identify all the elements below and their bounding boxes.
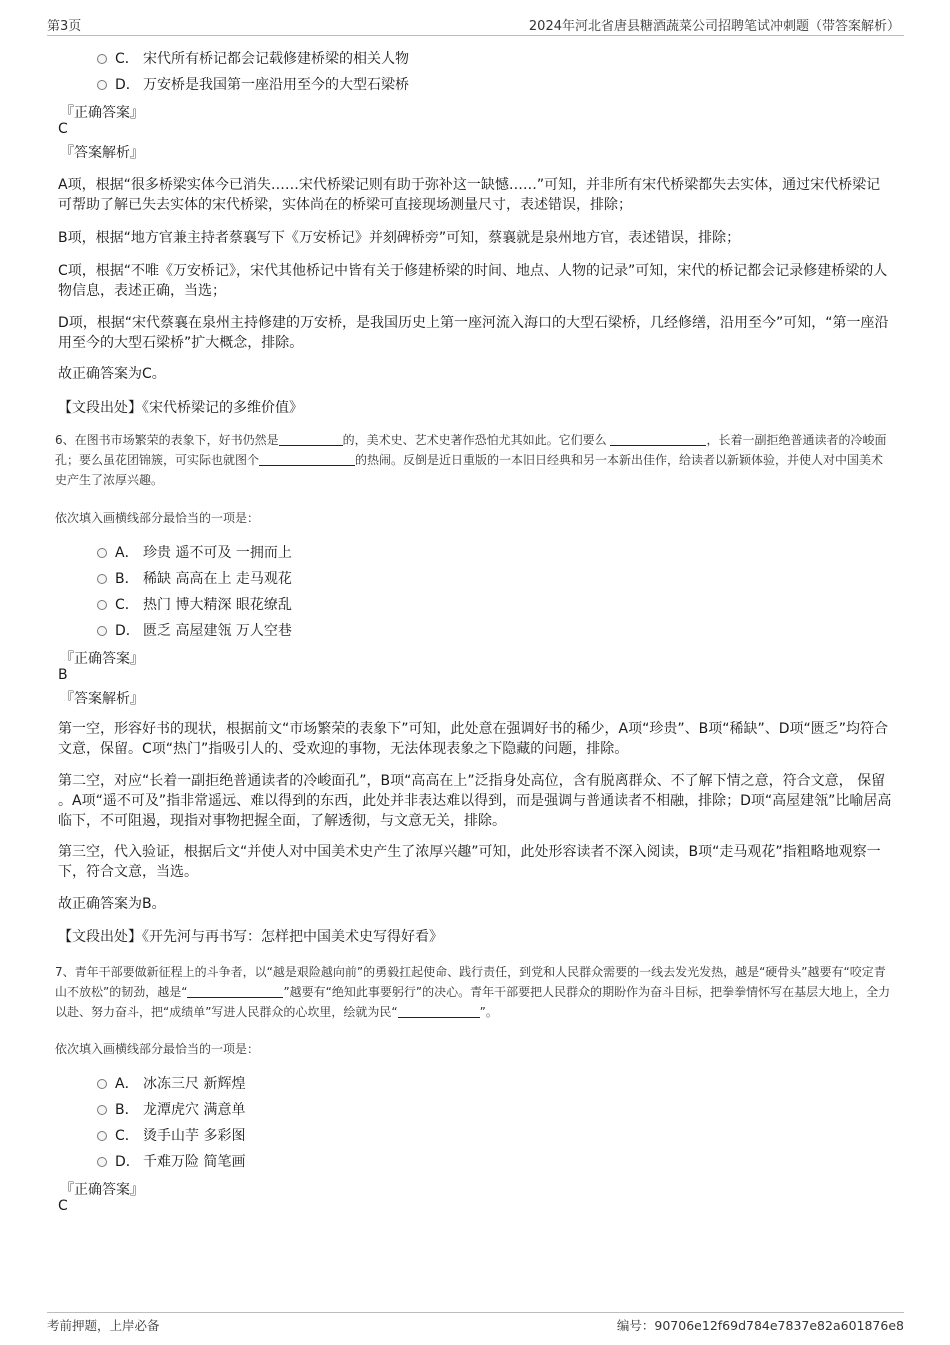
radio-icon[interactable] bbox=[97, 1131, 107, 1141]
q7-answer-label: 『正确答案』 bbox=[60, 1182, 144, 1198]
q6-conclusion: 故正确答案为B。 bbox=[58, 896, 166, 912]
q5-analysis-a: A项，根据“很多桥梁实体今已消失……宋代桥梁记则有助于弥补这一缺憾……”可知，并非所有宋代桥梁都失去实体，通过宋代桥梁记可帮助了解已失去实体的宋代桥梁，实体尚在的桥梁可直接现场测量尺寸，表述错误，排除； bbox=[58, 177, 881, 213]
page-footer bbox=[47, 1312, 904, 1334]
q6-option-d[interactable]: D． 匮乏 高屋建瓴 万人空巷 bbox=[97, 620, 292, 640]
page-number: 第3页 bbox=[47, 19, 82, 34]
q7-option-a[interactable]: A． 冰冻三尺 新辉煌 bbox=[97, 1073, 245, 1093]
blank-line bbox=[259, 454, 355, 466]
radio-icon[interactable] bbox=[97, 54, 107, 64]
radio-icon[interactable] bbox=[97, 1105, 107, 1115]
q5-conclusion: 故正确答案为C。 bbox=[58, 366, 166, 382]
blank-line bbox=[279, 434, 343, 446]
radio-icon[interactable] bbox=[97, 600, 107, 610]
q6-analysis-2: 第二空，对应“长着一副拒绝普通读者的冷峻面孔”，B项“高高在上”泛指身处高位，含有脱离群众、不了解下情之意，符合文意， 保留 。A项“遥不可及”指非常遥远、难以得到的东西，此处并非表达难以得到，而是强调与普通读者不相融，排除；D项“高屋建瓴”比喻居高临下，不可阻遏，现指对事物把握全面，了解透彻，与文意无关，排除。 bbox=[58, 773, 892, 829]
blank-line bbox=[187, 986, 283, 998]
q7-answer: C bbox=[58, 1198, 68, 1214]
q5-analysis-label: 『答案解析』 bbox=[60, 145, 144, 161]
radio-icon[interactable] bbox=[97, 548, 107, 558]
q7-option-b[interactable]: B． 龙潭虎穴 满意单 bbox=[97, 1099, 245, 1119]
q6-option-c[interactable]: C． 热门 博大精深 眼花缭乱 bbox=[97, 594, 292, 614]
q6-analysis-label: 『答案解析』 bbox=[60, 691, 144, 707]
footer-slogan: 考前押题，上岸必备 bbox=[47, 1318, 160, 1333]
q6-stem: 6、在图书市场繁荣的表象下，好书仍然是 的，美术史、艺术史著作恐怕尤其如此。它们要么 ，长着一副拒绝普通读者的冷峻面孔；要么虽花团锦簇，可实际也就图个 的热闹。反倒是近日重版的一本旧日经典和另一本新出佳作，给读者以新颖体验，并使人对中国美术史产生了浓厚兴趣。 bbox=[55, 433, 887, 487]
blank-line bbox=[398, 1006, 480, 1018]
q5-answer-label: 『正确答案』 bbox=[60, 105, 144, 121]
blank-line bbox=[610, 434, 706, 446]
q6-analysis-1: 第一空，形容好书的现状，根据前文“市场繁荣的表象下”可知，此处意在强调好书的稀少，A项“珍贵”、B项“稀缺”、D项“匮乏”均符合文意，保留。C项“热门”指吸引人的、受欢迎的事物，无法体现表象之下隐藏的问题，排除。 bbox=[58, 721, 888, 757]
document-title: 2024年河北省唐县糖酒蔬菜公司招聘笔试冲刺题（带答案解析） bbox=[528, 19, 900, 34]
q7-option-c[interactable]: C． 烫手山芋 多彩图 bbox=[97, 1125, 245, 1145]
radio-icon[interactable] bbox=[97, 1157, 107, 1167]
q5-analysis-c: C项，根据“不唯《万安桥记》，宋代其他桥记中皆有关于修建桥梁的时间、地点、人物的记录”可知，宋代的桥记都会记录修建桥梁的人物信息，表述正确，当选； bbox=[58, 263, 888, 299]
q6-source: 【文段出处】《开先河与再书写：怎样把中国美术史写得好看》 bbox=[58, 929, 443, 945]
radio-icon[interactable] bbox=[97, 80, 107, 90]
q5-analysis-b: B项，根据“地方官兼主持者蔡襄写下《万安桥记》并刻碑桥旁”可知，蔡襄就是泉州地方官，表述错误，排除； bbox=[58, 230, 741, 246]
q6-answer-label: 『正确答案』 bbox=[60, 651, 144, 667]
q6-option-a[interactable]: A． 珍贵 遥不可及 一拥而上 bbox=[97, 542, 292, 562]
radio-icon[interactable] bbox=[97, 574, 107, 584]
q6-option-b[interactable]: B． 稀缺 高高在上 走马观花 bbox=[97, 568, 292, 588]
q5-option-c[interactable]: C． 宋代所有桥记都会记载修建桥梁的相关人物 bbox=[97, 48, 409, 68]
q5-source: 【文段出处】《宋代桥梁记的多维价值》 bbox=[58, 400, 303, 416]
q6-answer: B bbox=[58, 667, 68, 683]
radio-icon[interactable] bbox=[97, 626, 107, 636]
q5-option-d[interactable]: D． 万安桥是我国第一座沿用至今的大型石梁桥 bbox=[97, 74, 409, 94]
q5-answer: C bbox=[58, 121, 68, 137]
q5-analysis-d: D项，根据“宋代蔡襄在泉州主持修建的万安桥，是我国历史上第一座河流入海口的大型石梁桥，几经修缮，沿用至今”可知，“第一座沿用至今的大型石梁桥”扩大概念，排除。 bbox=[58, 315, 889, 351]
q7-prompt: 依次填入画横线部分最恰当的一项是： bbox=[55, 1042, 260, 1056]
q7-option-d[interactable]: D． 千难万险 简笔画 bbox=[97, 1151, 245, 1171]
document-code: 编号：90706e12f69d784e7837e82a601876e8 bbox=[616, 1318, 904, 1333]
page-header bbox=[47, 14, 904, 36]
radio-icon[interactable] bbox=[97, 1079, 107, 1089]
q6-prompt: 依次填入画横线部分最恰当的一项是： bbox=[55, 511, 260, 525]
q7-stem: 7、青年干部要做新征程上的斗争者，以“越是艰险越向前”的勇毅扛起使命、践行责任，到党和人民群众需要的一线去发光发热，越是“硬骨头”越要有“咬定青山不放松”的韧劲，越是“ ”越要有“绝知此事要躬行”的决心。青年干部要把人民群众的期盼作为奋斗目标，把拳拳情怀写在基层大地上，全力以赴、努力奋斗，把“成绩单”写进人民群众的心坎里，绘就为民“ ”。 bbox=[55, 965, 891, 1019]
q6-analysis-3: 第三空，代入验证，根据后文“并使人对中国美术史产生了浓厚兴趣”可知，此处形容读者不深入阅读，B项“走马观花”指粗略地观察一下，符合文意，当选。 bbox=[58, 844, 881, 880]
